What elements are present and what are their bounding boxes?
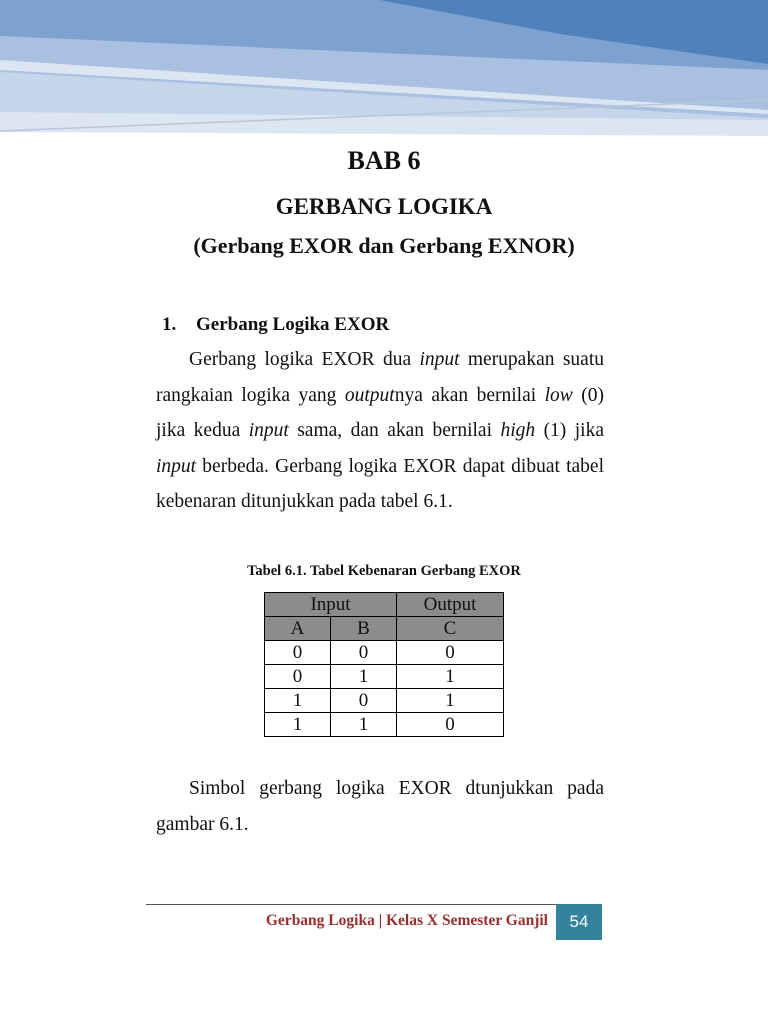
- chapter-label: BAB 6: [347, 146, 421, 175]
- italic-term: input: [248, 420, 289, 441]
- table-cell: 0: [265, 665, 331, 689]
- table-row: [265, 713, 504, 737]
- group-header-input: Input: [265, 593, 397, 617]
- table-group-header-row: [265, 593, 504, 617]
- table-column-header-row: [265, 617, 504, 641]
- table-cell: 0: [397, 713, 504, 737]
- footer-running-title: Gerbang Logika | Kelas X Semester Ganjil: [265, 912, 548, 929]
- table-caption: Tabel 6.1. Tabel Kebenaran Gerbang EXOR: [247, 563, 521, 579]
- column-header-b: B: [331, 617, 397, 641]
- page-number-badge: 54: [556, 904, 602, 940]
- text-run: merupakan suatu rangkaian logika yang: [156, 349, 604, 406]
- text-run: (1) jika: [535, 420, 604, 441]
- italic-term: input: [156, 455, 197, 477]
- table-row: [265, 689, 504, 713]
- text-run: (0) jika kedua: [156, 384, 604, 441]
- italic-term: high: [500, 420, 536, 441]
- header-banner-decoration: [0, 0, 768, 140]
- table-cell: 1: [397, 665, 504, 689]
- table-cell: 1: [265, 689, 331, 713]
- body-paragraph-symbol: [156, 771, 604, 842]
- section-title: Gerbang Logika EXOR: [196, 314, 390, 335]
- table-row: [265, 665, 504, 689]
- table-cell: 1: [331, 713, 397, 737]
- text-run: sama, dan akan bernilai: [288, 420, 501, 441]
- column-header-a: A: [265, 617, 331, 641]
- table-cell: 1: [265, 713, 331, 737]
- column-header-c: C: [397, 617, 504, 641]
- italic-term: output: [344, 384, 395, 406]
- chapter-subtitle: (Gerbang EXOR dan Gerbang EXNOR): [193, 233, 575, 258]
- table-cell: 0: [331, 641, 397, 665]
- table-cell: 0: [331, 689, 397, 713]
- table-cell: 0: [265, 641, 331, 665]
- body-paragraph-exor: [156, 342, 604, 520]
- text-run: berbeda. Gerbang logika EXOR dapat dibuat tabel kebenaran ditunjukkan pada tabel 6.1.: [156, 455, 604, 512]
- group-header-output: Output: [397, 593, 504, 617]
- text-run: Simbol gerbang logika EXOR dtunjukkan pada gambar 6.1.: [156, 778, 604, 835]
- text-run: nya akan bernilai: [394, 384, 545, 406]
- section-number: 1.: [162, 314, 177, 335]
- italic-term: low: [544, 384, 573, 406]
- footer-divider: [146, 904, 556, 905]
- truth-table: [264, 592, 504, 737]
- table-cell: 1: [397, 689, 504, 713]
- text-run: Gerbang logika EXOR dua: [189, 349, 420, 370]
- chapter-title: GERBANG LOGIKA: [275, 194, 493, 219]
- italic-term: input: [419, 349, 460, 370]
- table-cell: 0: [397, 641, 504, 665]
- section-heading: [162, 314, 389, 336]
- table-cell: 1: [331, 665, 397, 689]
- table-row: [265, 641, 504, 665]
